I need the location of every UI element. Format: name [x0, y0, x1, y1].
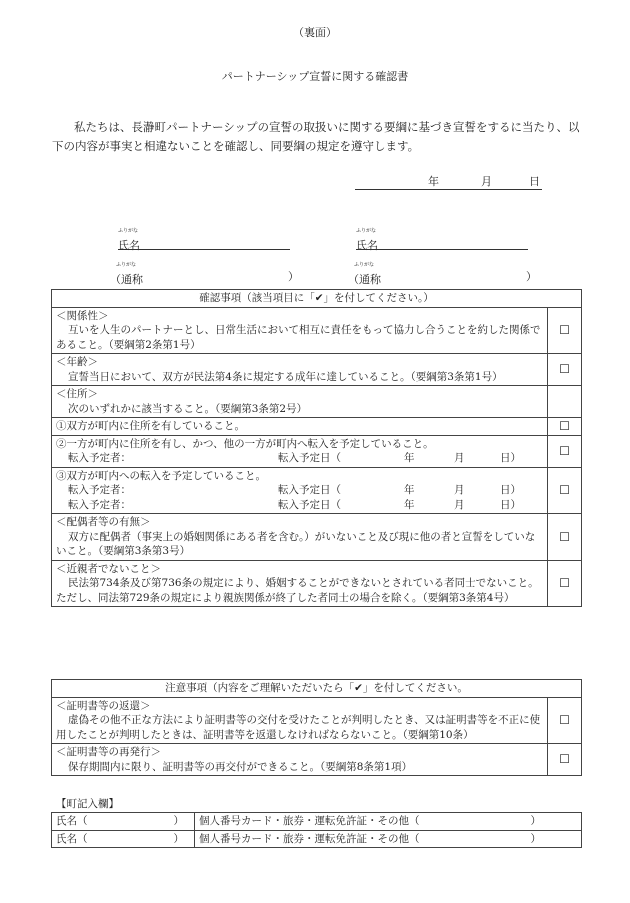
signer1-name-label: 氏名	[118, 239, 140, 252]
signer2-name-field[interactable]	[356, 228, 528, 252]
relation-title: ＜関係性＞	[56, 309, 109, 322]
date-day-label: 日	[529, 175, 540, 188]
table-row	[52, 560, 582, 607]
signer1-name-underline	[118, 249, 290, 250]
signer2-alias-close: ）	[526, 270, 537, 283]
office-name-field-1[interactable]	[52, 813, 195, 831]
office-name-label: 氏名（	[56, 815, 88, 827]
move-date-label: 転入予定日（	[278, 452, 341, 464]
kin-body: 民法第734条及び第736条の規定により、婚姻することができないとされている者同士でないこと。ただし、同法第729条の規定により親族関係が終了した者同士の場合を除く。（要綱第3条第4号）	[56, 577, 539, 604]
address-body: 次のいずれかに該当すること。（要綱第3条第2号）	[68, 402, 308, 415]
signer1-alias-open: （通称	[110, 273, 143, 286]
date-month-label: 月	[481, 175, 492, 188]
address-option-1: ①双方が町内に住所を有していること。	[52, 418, 548, 436]
move-month-label: 月	[454, 498, 465, 511]
address-option-2-move-row	[56, 451, 543, 466]
date-year-label: 年	[428, 175, 439, 188]
office-id-label: 個人番号カード・旅券・運転免許証・その他（	[199, 815, 420, 827]
table-row	[52, 813, 582, 831]
age-body: 宣誓当日において、双方が民法第4条に規定する成年に達していること。（要綱第3条第1号）	[68, 370, 503, 383]
return-checkbox[interactable]: ☐	[548, 697, 582, 744]
signer1-name-field[interactable]	[118, 228, 290, 252]
signer2-alias-open: （通称	[348, 273, 381, 286]
office-id-close: ）	[530, 832, 541, 845]
relation-checkbox[interactable]: ☐	[548, 307, 582, 354]
move-person-label: 転入予定者：	[68, 452, 131, 464]
address-option-2-checkbox[interactable]: ☐	[548, 435, 582, 467]
move-person-label: 転入予定者：	[68, 498, 131, 511]
relation-body: 互いを人生のパートナーとし、日常生活において相互に責任をもって協力し合うことを約した関係であること。（要綱第2条第1号）	[56, 324, 541, 351]
signer2-name-label: 氏名	[356, 239, 378, 252]
kin-checkbox[interactable]: ☐	[548, 560, 582, 607]
office-name-close: ）	[173, 832, 184, 845]
office-id-close: ）	[530, 815, 541, 827]
reissue-checkbox[interactable]: ☐	[548, 744, 582, 776]
table-row	[52, 307, 582, 354]
notes-table	[51, 679, 582, 776]
signer1-name-furigana: ふりがな	[118, 228, 139, 234]
return-body: 虚偽その他不正な方法により証明書等の交付を受けたことが判明したとき、又は証明書等を不正に使用したことが判明したときは、証明書等を返還しなければならないこと。（要綱第10条）	[56, 714, 541, 741]
office-id-field-1[interactable]	[195, 813, 582, 831]
office-name-close: ）	[173, 815, 184, 827]
date-field[interactable]	[355, 173, 542, 190]
move-month-label: 月	[454, 452, 465, 464]
table-row	[52, 354, 582, 386]
signer2-name-furigana: ふりがな	[356, 228, 377, 234]
move-day-label: 日）	[500, 484, 521, 496]
move-day-label: 日）	[500, 452, 521, 464]
kin-title: ＜近親者でないこと＞	[56, 562, 161, 575]
office-use-label: 【町記入欄】	[56, 798, 119, 810]
table-row	[52, 830, 582, 848]
move-month-label: 月	[454, 484, 465, 496]
confirmation-header: 確認事項（該当項目に「✔」を付してください。）	[52, 290, 582, 308]
signer1-alias-furigana: ふりがな	[116, 262, 137, 268]
intro-paragraph: 私たちは、長瀞町パートナーシップの宣誓の取扱いに関する要綱に基づき宣誓をするに当たり、以下の内容が事実と相違ないことを確認し、同要綱の規定を遵守します。	[52, 120, 580, 153]
move-date-label: 転入予定日（	[278, 484, 341, 496]
signer2-alias-field[interactable]	[348, 262, 538, 286]
move-person-label: 転入予定者：	[68, 484, 131, 496]
move-day-label: 日）	[500, 498, 521, 511]
document-title: パートナーシップ宣誓に関する確認書	[221, 70, 409, 83]
office-name-label: 氏名（	[56, 832, 88, 845]
signer1-alias-close: ）	[288, 270, 299, 283]
table-row	[52, 386, 582, 418]
move-year-label: 年	[404, 498, 415, 511]
table-row	[52, 467, 582, 514]
table-row	[52, 697, 582, 744]
spouse-checkbox[interactable]: ☐	[548, 514, 582, 561]
signer2-name-underline	[356, 249, 528, 250]
return-title: ＜証明書等の返還＞	[56, 699, 151, 712]
age-checkbox[interactable]: ☐	[548, 354, 582, 386]
address-option-3-move-row-1	[56, 483, 543, 498]
address-option-1-checkbox[interactable]: ☐	[548, 418, 582, 436]
move-year-label: 年	[404, 452, 415, 464]
spouse-body: 双方に配偶者（事実上の婚姻関係にある者を含む。）がいないこと及び現に他の者と宣誓をしていないこと。（要綱第3条第3号）	[56, 530, 536, 557]
address-option-3-checkbox[interactable]: ☐	[548, 467, 582, 514]
address-option-3: ③双方が町内への転入を予定していること。	[56, 469, 266, 482]
address-empty-cell	[548, 386, 582, 418]
move-date-label: 転入予定日（	[278, 498, 341, 511]
confirmation-table	[51, 289, 582, 607]
address-option-3-move-row-2	[56, 498, 543, 513]
office-id-label: 個人番号カード・旅券・運転免許証・その他（	[199, 832, 420, 845]
notes-header: 注意事項（内容をご理解いただいたら「✔」を付してください。	[52, 680, 582, 698]
office-use-table	[51, 812, 582, 848]
signer2-alias-furigana: ふりがな	[354, 262, 375, 268]
move-year-label: 年	[404, 484, 415, 496]
reissue-body: 保存期間内に限り、証明書等の再交付ができること。（要綱第8条第1項）	[68, 760, 413, 773]
address-title: ＜住所＞	[56, 388, 98, 400]
spouse-title: ＜配偶者等の有無＞	[56, 516, 151, 528]
age-title: ＜年齢＞	[56, 356, 98, 368]
office-name-field-2[interactable]	[52, 830, 195, 848]
table-row	[52, 418, 582, 436]
office-id-field-2[interactable]	[195, 830, 582, 848]
table-row	[52, 744, 582, 776]
page-side-label: （裏面）	[293, 26, 337, 39]
reissue-title: ＜証明書等の再発行＞	[56, 746, 161, 758]
signer1-alias-field[interactable]	[110, 262, 300, 286]
table-row	[52, 435, 582, 467]
table-row	[52, 514, 582, 561]
address-option-2: ②一方が町内に住所を有し、かつ、他の一方が町内へ転入を予定していること。	[56, 437, 434, 450]
